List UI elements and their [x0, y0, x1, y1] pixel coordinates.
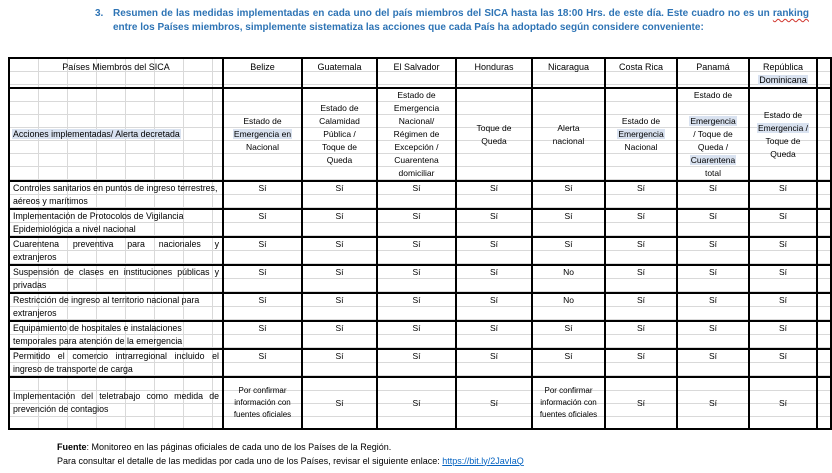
value-cell: Sí	[677, 293, 749, 321]
value-cell: Sí	[605, 209, 677, 237]
value-cell: Sí	[605, 181, 677, 209]
value-cell: Sí	[456, 237, 532, 265]
value-cell: Sí	[223, 293, 302, 321]
value-cell: Sí	[223, 349, 302, 377]
value-cell: Sí	[456, 349, 532, 377]
status-line: Pública /	[323, 129, 356, 139]
spacer-cell	[817, 88, 831, 181]
value-cell: Sí	[532, 181, 605, 209]
status-line: Estado de	[397, 90, 436, 100]
status-line: Estado de	[243, 116, 282, 126]
measure-row	[9, 321, 831, 349]
status-line: Toque de	[322, 142, 357, 152]
measure-row	[9, 293, 831, 321]
value-cell: Sí	[302, 181, 377, 209]
value-cell: Sí	[223, 265, 302, 293]
row-label-cell: Cuarentena preventiva para nacionales y extranjeros	[9, 237, 223, 265]
value-cell: Sí	[605, 349, 677, 377]
status-line	[678, 154, 748, 167]
spacer-cell	[817, 237, 831, 265]
value-cell: Sí	[532, 349, 605, 377]
spacer-cell	[817, 181, 831, 209]
value-cell: Sí	[677, 321, 749, 349]
value-cell: Sí	[749, 209, 817, 237]
status-line: Calamidad	[319, 116, 360, 126]
status-header-row	[9, 88, 831, 181]
list-number: 3.	[95, 8, 104, 19]
status-cell	[749, 88, 817, 181]
value-cell: Sí	[605, 265, 677, 293]
country-name-line: Honduras	[474, 62, 514, 72]
value-cell: Sí	[456, 293, 532, 321]
value-cell: Sí	[377, 181, 456, 209]
status-line	[678, 115, 748, 128]
table-body	[9, 181, 831, 429]
value-cell: Sí	[377, 237, 456, 265]
value-cell: Sí	[456, 265, 532, 293]
value-cell: Sí	[677, 209, 749, 237]
heading-text	[113, 7, 809, 34]
status-cell	[677, 88, 749, 181]
status-line	[606, 128, 676, 141]
table-footer	[57, 441, 524, 468]
sica-measures-table	[8, 57, 832, 430]
country-name-line: Nicaragua	[547, 62, 590, 72]
country-name-line: República	[762, 62, 804, 72]
spacer-cell	[817, 321, 831, 349]
country-name-line	[750, 74, 816, 87]
measure-row	[9, 209, 831, 237]
value-cell: Sí	[605, 321, 677, 349]
section-heading	[95, 7, 809, 34]
value-cell: Sí	[223, 209, 302, 237]
status-line: Queda	[326, 155, 353, 165]
row-label-cell: Equipamiento de hospitales e instalaciones temporales para atención de la emergencia	[9, 321, 223, 349]
country-name-line: Guatemala	[317, 62, 362, 72]
value-cell: Sí	[532, 321, 605, 349]
value-cell: Sí	[456, 181, 532, 209]
spacer-cell	[817, 349, 831, 377]
heading-part1: Resumen de las medidas implementadas en cada uno del país miembros del SICA hasta las 18:00 Hrs. de este día. Este cuadro no es un	[113, 8, 773, 19]
highlighted-text: Dominicana	[759, 75, 807, 85]
value-cell: Sí	[456, 209, 532, 237]
highlighted-text: Emergencia /	[757, 122, 809, 133]
value-cell: Sí	[223, 321, 302, 349]
country-header-cell	[532, 58, 605, 88]
value-cell: Sí	[302, 293, 377, 321]
spacer-cell	[817, 265, 831, 293]
status-line: Emergencia	[393, 103, 440, 113]
row-label-cell: Permitido el comercio intrarregional incluido el ingreso de transporte de carga	[9, 349, 223, 377]
value-cell: Sí	[749, 265, 817, 293]
country-header-cell	[377, 58, 456, 88]
value-cell: Sí	[749, 293, 817, 321]
link-line	[57, 455, 524, 469]
country-header-row	[9, 58, 831, 88]
spacer-cell	[817, 377, 831, 429]
value-cell: Sí	[605, 293, 677, 321]
status-line: Toque de	[476, 122, 512, 133]
measure-row	[9, 377, 831, 429]
status-cell	[605, 88, 677, 181]
status-cell	[532, 88, 605, 181]
value-cell: Sí	[749, 321, 817, 349]
country-header-cell	[605, 58, 677, 88]
measure-row	[9, 265, 831, 293]
country-name-line: Belize	[250, 62, 275, 72]
country-name-line: Costa Rica	[618, 62, 663, 72]
status-line: Nacional	[245, 142, 280, 152]
row-label-cell: Restricción de ingreso al territorio nacional para extranjeros	[9, 293, 223, 321]
value-cell: Sí	[456, 377, 532, 429]
status-line: Cuarentena	[394, 155, 439, 165]
row-label-cell: Implementación del teletrabajo como medida de prevención de contagios	[9, 377, 223, 429]
status-cell	[302, 88, 377, 181]
bitly-link[interactable]: https://bit.ly/2JavIaQ	[442, 455, 524, 466]
misspelled-word-ranking: ranking	[772, 8, 809, 19]
status-line: / Toque de	[693, 129, 733, 139]
highlighted-text: Acciones implementadas/ Alerta decretada	[13, 129, 180, 139]
value-cell: Sí	[302, 349, 377, 377]
value-cell: Sí	[677, 377, 749, 429]
source-text: : Monitoreo en las páginas oficiales de cada uno de los Países de la Región.	[86, 442, 392, 452]
value-cell: Sí	[749, 181, 817, 209]
value-cell: Sí	[302, 321, 377, 349]
status-line: nacional	[552, 135, 585, 146]
source-label: Fuente	[57, 442, 87, 452]
status-line: Queda	[770, 148, 796, 159]
value-cell: Sí	[377, 349, 456, 377]
value-cell: Sí	[749, 237, 817, 265]
value-cell: Por confirmar información con fuentes oficiales	[532, 377, 605, 429]
value-cell: Sí	[605, 377, 677, 429]
row-label-cell: Controles sanitarios en puntos de ingreso terrestres, aéreos y marítimos	[9, 181, 223, 209]
heading-part2: entre los Países miembros, simplemente sistematiza las acciones que cada País ha adoptado según considere conveniente:	[113, 21, 704, 33]
value-cell: Por confirmar información con fuentes oficiales	[223, 377, 302, 429]
status-line: Estado de	[693, 90, 733, 100]
status-line	[678, 102, 748, 115]
value-cell: No	[532, 293, 605, 321]
country-header-cell	[223, 58, 302, 88]
country-header-cell	[749, 58, 817, 88]
value-cell: Sí	[223, 181, 302, 209]
spacer-cell	[817, 209, 831, 237]
measure-row	[9, 237, 831, 265]
value-cell: Sí	[677, 181, 749, 209]
value-cell: Sí	[302, 377, 377, 429]
value-cell: Sí	[677, 237, 749, 265]
value-cell: Sí	[377, 321, 456, 349]
value-cell: Sí	[223, 237, 302, 265]
status-line: Estado de	[320, 103, 359, 113]
status-line: Estado de	[621, 116, 661, 126]
status-line: Queda /	[697, 142, 729, 152]
corner-header-cell: Países Miembros del SICA	[9, 58, 223, 88]
status-line: Excepción /	[394, 142, 439, 152]
status-cell	[223, 88, 302, 181]
value-cell: Sí	[749, 377, 817, 429]
spacer-cell	[817, 58, 831, 88]
value-cell: Sí	[532, 237, 605, 265]
country-name-line: Panamá	[696, 62, 730, 72]
status-line	[750, 122, 816, 135]
value-cell: Sí	[302, 237, 377, 265]
measure-row	[9, 181, 831, 209]
value-cell: Sí	[302, 265, 377, 293]
highlighted-text: Cuarentena	[690, 155, 736, 165]
status-line: domiciliar	[398, 168, 435, 178]
value-cell: Sí	[377, 377, 456, 429]
highlighted-text: Emergencia en	[233, 129, 292, 139]
spacer-cell	[817, 293, 831, 321]
status-line: total	[704, 168, 722, 178]
country-header-cell	[456, 58, 532, 88]
table-header	[9, 58, 831, 181]
value-cell: Sí	[456, 321, 532, 349]
measure-row	[9, 349, 831, 377]
highlighted-text: Emergencia	[618, 129, 664, 139]
country-header-cell	[302, 58, 377, 88]
status-line: Nacional	[624, 142, 658, 152]
value-cell: Sí	[677, 349, 749, 377]
row-label-cell: Suspensión de clases en instituciones públicas y privadas	[9, 265, 223, 293]
value-cell: Sí	[532, 209, 605, 237]
country-header-cell	[677, 58, 749, 88]
status-line: Nacional/	[398, 116, 435, 126]
status-cell	[377, 88, 456, 181]
row-label-cell: Implementación de Protocolos de Vigilancia Epidemiológica a nivel nacional	[9, 209, 223, 237]
status-line: Régimen de	[393, 129, 440, 139]
highlighted-text: Emergencia	[690, 116, 736, 126]
status-line: Alerta	[557, 122, 580, 133]
status-line	[224, 128, 301, 141]
value-cell: Sí	[302, 209, 377, 237]
source-line	[57, 441, 524, 455]
value-cell: No	[532, 265, 605, 293]
status-cell	[456, 88, 532, 181]
value-cell: Sí	[749, 349, 817, 377]
status-line: Toque de	[765, 135, 801, 146]
value-cell: Sí	[677, 265, 749, 293]
actions-header-cell	[9, 88, 223, 181]
value-cell: Sí	[377, 293, 456, 321]
value-cell: Sí	[377, 209, 456, 237]
value-cell: Sí	[377, 265, 456, 293]
status-line: Queda	[481, 135, 507, 146]
country-name-line: El Salvador	[393, 62, 440, 72]
link-prefix: Para consultar el detalle de las medidas por cada uno de los Países, revisar el siguiente enlace:	[57, 455, 443, 466]
value-cell: Sí	[605, 237, 677, 265]
status-line: Estado de	[763, 109, 803, 120]
